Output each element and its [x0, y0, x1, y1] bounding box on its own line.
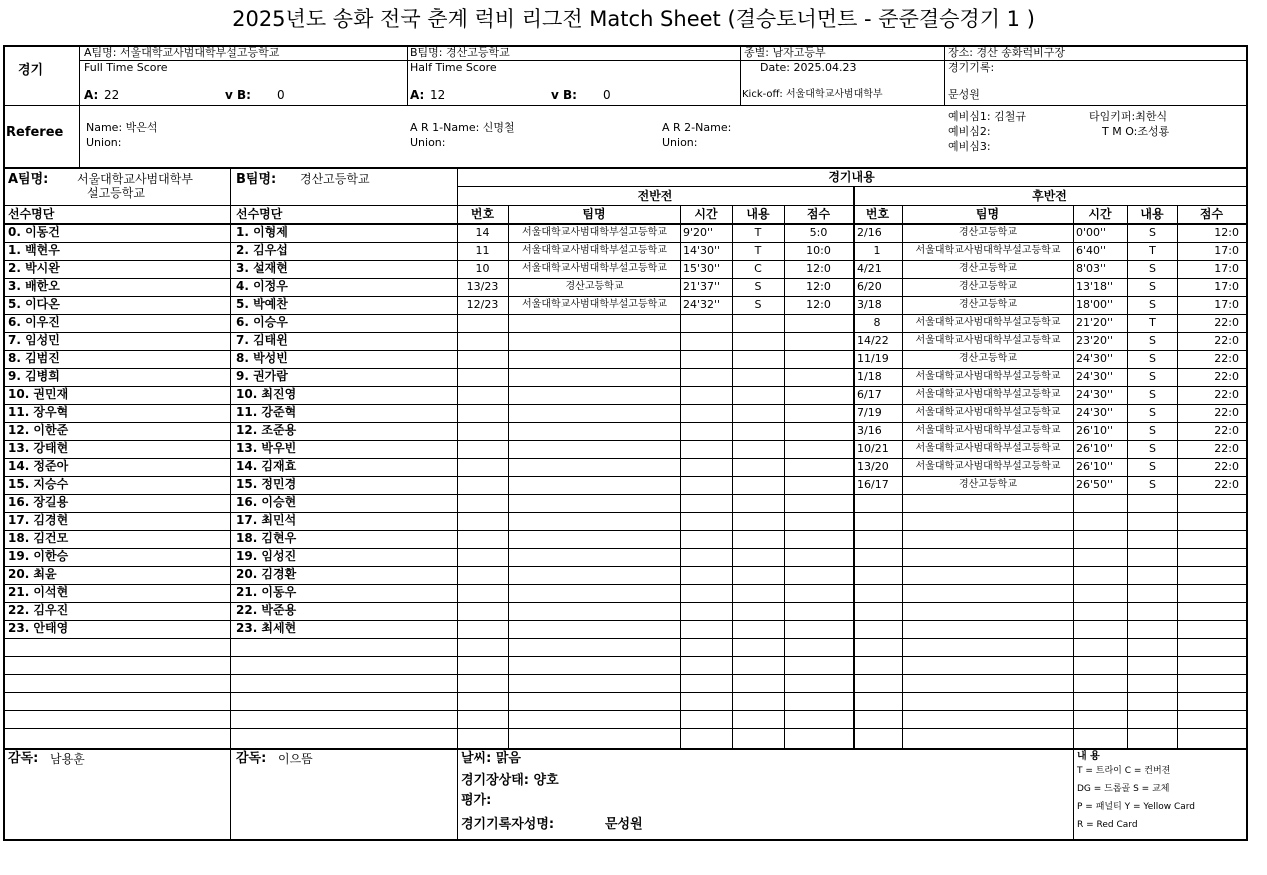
- event-score: 17:0: [1214, 244, 1239, 257]
- event-time: 15'30'': [683, 262, 721, 275]
- col-number-2: 번호: [865, 207, 890, 221]
- event-team: 서울대학교사범대학부설고등학교: [915, 389, 1061, 400]
- event-team: 서울대학교사범대학부설고등학교: [522, 263, 667, 274]
- a-team-name: A팀명: 서울대학교사범대학부설고등학교: [84, 46, 280, 59]
- b-player: 14. 김재효: [236, 459, 297, 473]
- half-a-label: A:: [410, 88, 425, 102]
- content-title: 경기내용: [828, 170, 875, 184]
- event-time: 9'20'': [683, 226, 714, 239]
- event-type: S: [1149, 334, 1156, 347]
- event-number: 11/19: [857, 352, 889, 365]
- event-score: 22:0: [1214, 478, 1239, 491]
- legend-title: 내 용: [1077, 751, 1100, 762]
- event-score: 22:0: [1214, 388, 1239, 401]
- event-team: 서울대학교사범대학부설고등학교: [915, 371, 1061, 382]
- event-type: S: [754, 280, 762, 293]
- a-player: 15. 지승수: [8, 477, 69, 491]
- event-number: 11: [475, 244, 490, 257]
- event-score: 22:0: [1214, 352, 1239, 365]
- event-team: 서울대학교사범대학부설고등학교: [915, 425, 1061, 436]
- a-player: 21. 이석현: [8, 585, 69, 599]
- event-time: 23'20'': [1076, 334, 1114, 347]
- b-player: 20. 김경환: [236, 567, 297, 581]
- event-score: 12:0: [806, 280, 831, 293]
- event-type: S: [1149, 442, 1156, 455]
- legend-line-4: R = Red Card: [1077, 820, 1138, 830]
- event-number: 12/23: [466, 298, 499, 311]
- event-time: 24'30'': [1076, 388, 1114, 401]
- event-number: 14: [475, 226, 490, 239]
- event-team: 서울대학교사범대학부설고등학교: [522, 245, 667, 256]
- event-team: 서울대학교사범대학부설고등학교: [915, 407, 1061, 418]
- event-type: S: [1149, 226, 1156, 239]
- evaluation: 평가:: [461, 793, 492, 808]
- a-player: 3. 배한오: [8, 279, 60, 293]
- a-player: 11. 장우혁: [8, 405, 69, 419]
- coach-b-name: 이으뜸: [278, 752, 313, 766]
- a-player: 2. 박시완: [8, 261, 60, 275]
- b-player: 21. 이동우: [236, 585, 297, 599]
- recorder-label: 경기기록자성명:: [461, 817, 555, 832]
- event-number: 7/19: [857, 406, 882, 419]
- timekeeper: 타임키퍼:최한식: [1089, 110, 1168, 123]
- half-b-score: 0: [603, 88, 611, 102]
- tmo: T M O:조성룡: [1102, 125, 1170, 138]
- event-team: 경산고등학교: [959, 263, 1017, 274]
- coach-b-label: 감독:: [236, 751, 267, 766]
- venue: 장소: 경산 송화럭비구장: [948, 46, 1065, 59]
- legend-line-2: DG = 드롭골 S = 교체: [1077, 784, 1170, 794]
- event-score: 12:0: [806, 298, 831, 311]
- event-team: 경산고등학교: [959, 479, 1017, 490]
- a-player: 12. 이한준: [8, 423, 69, 437]
- a-player: 9. 김병희: [8, 369, 60, 383]
- event-team: 서울대학교사범대학부설고등학교: [915, 335, 1061, 346]
- ar1-union: Union:: [410, 136, 446, 149]
- event-number: 13/23: [466, 280, 499, 293]
- b-player: 12. 조준용: [236, 423, 297, 437]
- b-player: 7. 김태윈: [236, 333, 288, 347]
- event-score: 22:0: [1214, 406, 1239, 419]
- reserve-referee-3: 예비심3:: [948, 140, 991, 153]
- ar1-name: A R 1-Name: 신명철: [410, 121, 515, 134]
- event-time: 24'30'': [1076, 406, 1114, 419]
- b-player: 2. 김우섭: [236, 243, 288, 257]
- event-time: 26'10'': [1076, 424, 1114, 437]
- col-score-2: 점수: [1199, 207, 1224, 221]
- b-player: 15. 정민경: [236, 477, 297, 491]
- b-player: 1. 이형제: [236, 225, 288, 239]
- event-time: 24'32'': [683, 298, 721, 311]
- event-score: 22:0: [1214, 424, 1239, 437]
- a-player: 17. 김경현: [8, 513, 69, 527]
- event-type: T: [754, 244, 762, 257]
- event-score: 17:0: [1214, 298, 1239, 311]
- col-time-2: 시간: [1088, 207, 1112, 221]
- half-a-score: 12: [430, 88, 446, 102]
- event-time: 0'00'': [1076, 226, 1107, 239]
- row-divider: [4, 692, 1247, 693]
- a-roster-header: 선수명단: [8, 207, 55, 221]
- a-player: 7. 임성민: [8, 333, 60, 347]
- referee-label: Referee: [6, 125, 64, 140]
- row-divider: [4, 728, 1247, 729]
- full-b-score: 0: [277, 88, 285, 102]
- sheet-title: 2025년도 송화 전국 춘계 럭비 리그전 Match Sheet (결승토너먼트 - 준준결승경기 1 ): [232, 7, 1035, 31]
- row-divider: [4, 656, 1247, 657]
- event-team: 경산고등학교: [959, 353, 1017, 364]
- b-player: 22. 박준용: [236, 603, 297, 617]
- b-player: 17. 최민석: [236, 513, 297, 527]
- event-team: 서울대학교사범대학부설고등학교: [915, 245, 1061, 256]
- event-number: 1/18: [857, 370, 882, 383]
- a-player: 6. 이우진: [8, 315, 60, 329]
- row-divider: [4, 710, 1247, 711]
- col-content: 내용: [746, 207, 770, 221]
- event-time: 14'30'': [683, 244, 721, 257]
- event-score: 22:0: [1214, 460, 1239, 473]
- a-player: 22. 김우진: [8, 603, 69, 617]
- event-time: 26'10'': [1076, 442, 1114, 455]
- legend-line-1: T = 트라이 C = 컨버젼: [1077, 766, 1171, 776]
- a-player: 14. 정준아: [8, 459, 69, 473]
- b-roster-label: B팀명:: [236, 172, 277, 187]
- event-number: 14/22: [857, 334, 889, 347]
- a-player: 1. 백현우: [8, 243, 60, 257]
- full-a-label: A:: [84, 88, 99, 102]
- event-type: T: [1149, 244, 1156, 257]
- event-type: S: [1149, 388, 1156, 401]
- row-divider: [4, 638, 1247, 639]
- event-type: S: [1149, 370, 1156, 383]
- a-player: 5. 이다온: [8, 297, 60, 311]
- event-type: T: [754, 226, 762, 239]
- b-team-name: B팀명: 경산고등학교: [410, 46, 510, 59]
- a-player: 10. 권민재: [8, 387, 69, 401]
- event-number: 16/17: [857, 478, 889, 491]
- b-player: 9. 권가람: [236, 369, 288, 383]
- a-player: 16. 장길용: [8, 495, 69, 509]
- b-player: 13. 박우빈: [236, 441, 297, 455]
- event-time: 24'30'': [1076, 370, 1114, 383]
- a-player: 23. 안태영: [8, 621, 69, 635]
- event-team: 서울대학교사범대학부설고등학교: [522, 299, 667, 310]
- event-score: 10:0: [806, 244, 831, 257]
- a-player: 13. 강태현: [8, 441, 69, 455]
- event-number: 1: [873, 244, 881, 257]
- event-type: S: [754, 298, 762, 311]
- a-player: 20. 최윤: [8, 567, 57, 581]
- reserve-referee-1: 예비심1: 김철규: [948, 110, 1026, 123]
- first-half-title: 전반전: [637, 189, 673, 203]
- event-number: 13/20: [857, 460, 889, 473]
- b-player: 18. 김현우: [236, 531, 297, 545]
- kickoff: Kick-off: 서울대학교사범대학부: [742, 89, 883, 100]
- legend-line-3: P = 패널티 Y = Yellow Card: [1077, 802, 1196, 812]
- event-number: 10: [475, 262, 490, 275]
- b-player: 8. 박성빈: [236, 351, 288, 365]
- event-time: 26'10'': [1076, 460, 1114, 473]
- b-roster-team: 경산고등학교: [300, 172, 370, 186]
- b-player: 19. 임성진: [236, 549, 297, 563]
- event-score: 22:0: [1214, 442, 1239, 455]
- event-type: S: [1149, 478, 1156, 491]
- recorder-signature: 문성원: [605, 817, 643, 832]
- event-time: 24'30'': [1076, 352, 1114, 365]
- event-type: S: [1149, 298, 1156, 311]
- event-time: 8'03'': [1076, 262, 1107, 275]
- a-player: 19. 이한승: [8, 549, 69, 563]
- half-b-label: v B:: [551, 88, 577, 102]
- event-time: 6'40'': [1076, 244, 1107, 257]
- ar2-name: A R 2-Name:: [662, 121, 732, 134]
- reserve-referee-2: 예비심2:: [948, 125, 991, 138]
- b-roster-header: 선수명단: [236, 207, 283, 221]
- ar2-union: Union:: [662, 136, 698, 149]
- referee-name: Name: 박은석: [86, 121, 158, 134]
- b-player: 11. 강준혁: [236, 405, 297, 419]
- b-player: 23. 최세현: [236, 621, 297, 635]
- match-row-label: 경기: [18, 63, 44, 78]
- referee-union: Union:: [86, 136, 122, 149]
- col-team: 팀명: [582, 207, 606, 221]
- col-time: 시간: [694, 207, 718, 221]
- event-time: 26'50'': [1076, 478, 1114, 491]
- col-score: 점수: [806, 207, 831, 221]
- b-player: 3. 설재현: [236, 261, 288, 275]
- coach-a-label: 감독:: [8, 751, 39, 766]
- event-time: 18'00'': [1076, 298, 1114, 311]
- event-score: 17:0: [1214, 280, 1239, 293]
- event-score: 12:0: [1214, 226, 1239, 239]
- row-divider: [4, 674, 1247, 675]
- event-type: S: [1149, 424, 1156, 437]
- second-half-title: 후반전: [1032, 189, 1067, 203]
- b-player: 4. 이정우: [236, 279, 288, 293]
- event-number: 6/20: [857, 280, 882, 293]
- event-type: S: [1149, 352, 1156, 365]
- event-team: 경산고등학교: [959, 281, 1017, 292]
- full-time-label: Full Time Score: [84, 61, 168, 74]
- event-type: S: [1149, 262, 1156, 275]
- record-label: 경기기록:: [948, 61, 995, 74]
- event-team: 서울대학교사범대학부설고등학교: [915, 461, 1061, 472]
- event-number: 2/16: [857, 226, 882, 239]
- col-team-2: 팀명: [975, 207, 1000, 221]
- event-number: 3/18: [857, 298, 882, 311]
- recorder-name: 문성원: [948, 88, 980, 101]
- b-player: 6. 이승우: [236, 315, 288, 329]
- b-player: 5. 박예찬: [236, 297, 288, 311]
- event-number: 8: [873, 316, 881, 329]
- event-score: 22:0: [1214, 370, 1239, 383]
- event-number: 6/17: [857, 388, 882, 401]
- event-type: S: [1149, 460, 1156, 473]
- event-type: T: [1149, 316, 1156, 329]
- ground-condition: 경기장상태: 양호: [461, 773, 559, 788]
- event-score: 22:0: [1214, 334, 1239, 347]
- event-score: 12:0: [806, 262, 831, 275]
- event-number: 10/21: [857, 442, 889, 455]
- a-player: 0. 이동건: [8, 225, 60, 239]
- event-time: 21'37'': [683, 280, 721, 293]
- coach-a-name: 남용훈: [50, 752, 85, 766]
- event-type: S: [1149, 280, 1156, 293]
- event-team: 서울대학교사범대학부설고등학교: [915, 317, 1061, 328]
- event-number: 4/21: [857, 262, 882, 275]
- half-time-label: Half Time Score: [410, 61, 497, 74]
- a-roster-label: A팀명:: [8, 172, 49, 187]
- col-content-2: 내용: [1140, 207, 1164, 221]
- match-date: Date: 2025.04.23: [760, 61, 857, 74]
- event-team: 경산고등학교: [959, 299, 1017, 310]
- event-score: 22:0: [1214, 316, 1239, 329]
- a-roster-team-line2: 설고등학교: [87, 186, 145, 200]
- a-player: 18. 김건모: [8, 531, 69, 545]
- event-score: 5:0: [809, 226, 828, 239]
- event-team: 서울대학교사범대학부설고등학교: [915, 443, 1061, 454]
- event-team: 경산고등학교: [565, 281, 624, 292]
- event-score: 17:0: [1214, 262, 1239, 275]
- a-roster-team-line1: 서울대학교사범대학부: [77, 172, 193, 186]
- col-number: 번호: [470, 207, 495, 221]
- event-time: 21'20'': [1076, 316, 1114, 329]
- a-player: 8. 김범진: [8, 351, 60, 365]
- b-player: 16. 이승현: [236, 495, 297, 509]
- b-player: 10. 최진영: [236, 387, 297, 401]
- category: 종별: 남자고등부: [744, 46, 826, 59]
- event-team: 서울대학교사범대학부설고등학교: [522, 227, 667, 238]
- full-a-score: 22: [104, 88, 120, 102]
- weather: 날씨: 맑음: [461, 751, 521, 766]
- event-type: S: [1149, 406, 1156, 419]
- full-b-label: v B:: [225, 88, 251, 102]
- event-number: 3/16: [857, 424, 882, 437]
- event-type: C: [754, 262, 762, 275]
- event-team: 경산고등학교: [959, 227, 1017, 238]
- event-time: 13'18'': [1076, 280, 1114, 293]
